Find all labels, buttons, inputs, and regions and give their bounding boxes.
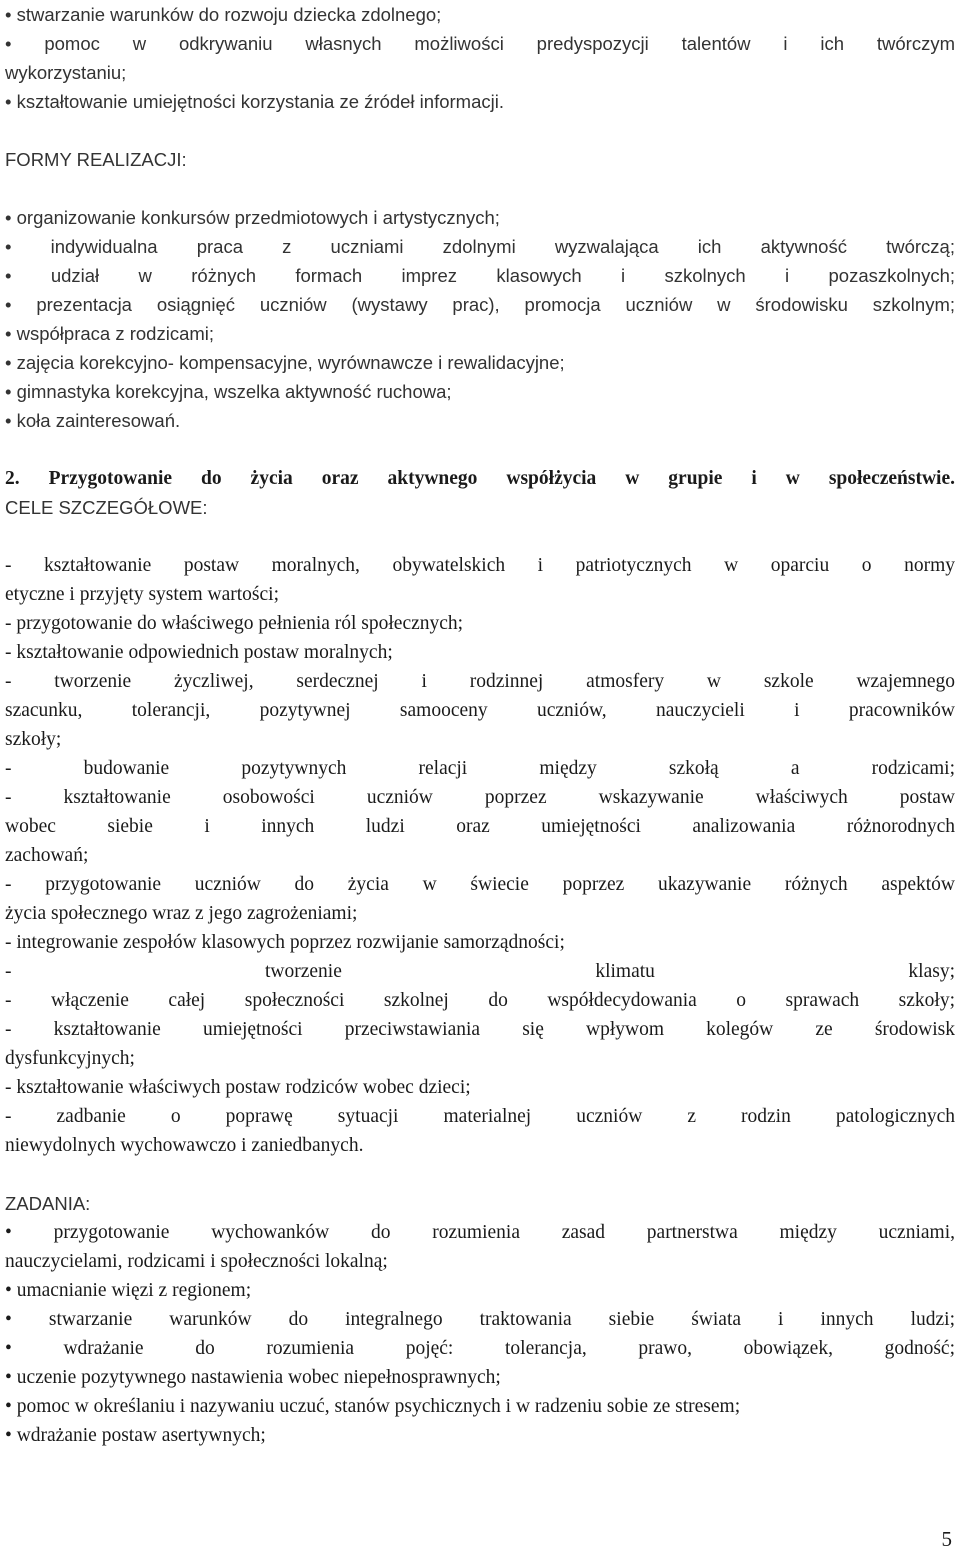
goal-line: - integrowanie zespołów klasowych poprzez rozwijanie samorządności;	[5, 932, 565, 953]
list-item: • zajęcia korekcyjno- kompensacyjne, wyrównawcze i rewalidacyjne;	[5, 352, 565, 373]
goal-line: - tworzenie życzliwej, serdecznej i rodzinnej atmosfery w szkole wzajemnego	[5, 671, 955, 692]
list-item: • koła zainteresowań.	[5, 410, 181, 431]
list-item: • współpraca z rodzicami;	[5, 323, 215, 344]
task-line: • stwarzanie warunków do integralnego traktowania siebie świata i innych ludzi;	[5, 1309, 955, 1330]
goal-line: - kształtowanie postaw moralnych, obywatelskich i patriotycznych w oparciu o normy	[5, 555, 955, 576]
tasks-heading: ZADANIA:	[5, 1193, 91, 1214]
task-line: • uczenie pozytywnego nastawienia wobec niepełnosprawnych;	[5, 1367, 501, 1388]
goal-line: - tworzenie klimatu klasy;	[5, 961, 955, 982]
list-item: • udział w różnych formach imprez klasowych i szkolnych i pozaszkolnych;	[5, 265, 955, 286]
task-line: • przygotowanie wychowanków do rozumienia zasad partnerstwa między uczniami,	[5, 1222, 955, 1243]
tasks-list	[5, 1218, 955, 1450]
list-item: • kształtowanie umiejętności korzystania ze źródeł informacji.	[5, 91, 504, 112]
goal-line: - kształtowanie osobowości uczniów poprzez wskazywanie właściwych postaw	[5, 787, 955, 808]
goal-line: szacunku, tolerancji, pozytywnej samooceny uczniów, nauczycieli i pracowników	[5, 700, 955, 721]
goal-line: niewydolnych wychowawczo i zaniedbanych.	[5, 1135, 364, 1156]
task-line: • pomoc w określaniu i nazywaniu uczuć, stanów psychicznych i w radzeniu sobie ze stresem;	[5, 1396, 741, 1417]
goal-line: życia społecznego wraz z jego zagrożeniami;	[5, 903, 358, 924]
goal-line: - przygotowanie do właściwego pełnienia ról społecznych;	[5, 613, 464, 634]
goals-list	[5, 551, 955, 1160]
list-item: • organizowanie konkursów przedmiotowych i artystycznych;	[5, 207, 500, 228]
goal-line: - zadbanie o poprawę sytuacji materialnej uczniów z rodzin patologicznych	[5, 1106, 955, 1127]
document-page	[5, 0, 955, 1450]
list-item: • gimnastyka korekcyjna, wszelka aktywność ruchowa;	[5, 381, 452, 402]
page-number: 5	[941, 1527, 952, 1551]
goal-line: - kształtowanie umiejętności przeciwstawiania się wpływom kolegów ze środowisk	[5, 1019, 955, 1040]
goal-line: wobec siebie i innych ludzi oraz umiejętności analizowania różnorodnych	[5, 816, 955, 837]
goal-line: etyczne i przyjęty system wartości;	[5, 584, 279, 605]
forms-heading: FORMY REALIZACJI:	[5, 149, 187, 170]
goal-line: - przygotowanie uczniów do życia w świecie poprzez ukazywanie różnych aspektów	[5, 874, 955, 895]
goal-line: - włączenie całej społeczności szkolnej do współdecydowania o sprawach szkoły;	[5, 990, 955, 1011]
top-bullet-list	[5, 0, 955, 116]
forms-bullet-list	[5, 203, 955, 435]
goal-line: dysfunkcyjnych;	[5, 1048, 135, 1069]
goal-line: - kształtowanie właściwych postaw rodziców wobec dzieci;	[5, 1077, 471, 1098]
goal-line: - kształtowanie odpowiednich postaw moralnych;	[5, 642, 393, 663]
task-line: • wdrażanie do rozumienia pojęć: tolerancja, prawo, obowiązek, godność;	[5, 1338, 955, 1359]
goal-line: szkoły;	[5, 729, 62, 750]
list-item-continuation: wykorzystaniu;	[5, 62, 127, 83]
list-item: • stwarzanie warunków do rozwoju dziecka zdolnego;	[5, 4, 442, 25]
list-item: • prezentacja osiągnięć uczniów (wystawy prac), promocja uczniów w środowisku szkolnym;	[5, 294, 955, 315]
goal-line: - budowanie pozytywnych relacji między szkołą a rodzicami;	[5, 758, 955, 779]
task-line: • umacnianie więzi z regionem;	[5, 1280, 252, 1301]
section-title: 2. Przygotowanie do życia oraz aktywnego współżycia w grupie i w społeczeństwie.	[5, 468, 955, 489]
task-line: • wdrażanie postaw asertywnych;	[5, 1425, 266, 1446]
list-item: • pomoc w odkrywaniu własnych możliwości predyspozycji talentów i ich twórczym	[5, 33, 955, 54]
goals-heading: CELE SZCZEGÓŁOWE:	[5, 497, 208, 518]
goal-line: zachowań;	[5, 845, 89, 866]
task-line: nauczycielami, rodzicami i społeczności lokalną;	[5, 1251, 388, 1272]
list-item: • indywidualna praca z uczniami zdolnymi wyzwalająca ich aktywność twórczą;	[5, 236, 955, 257]
